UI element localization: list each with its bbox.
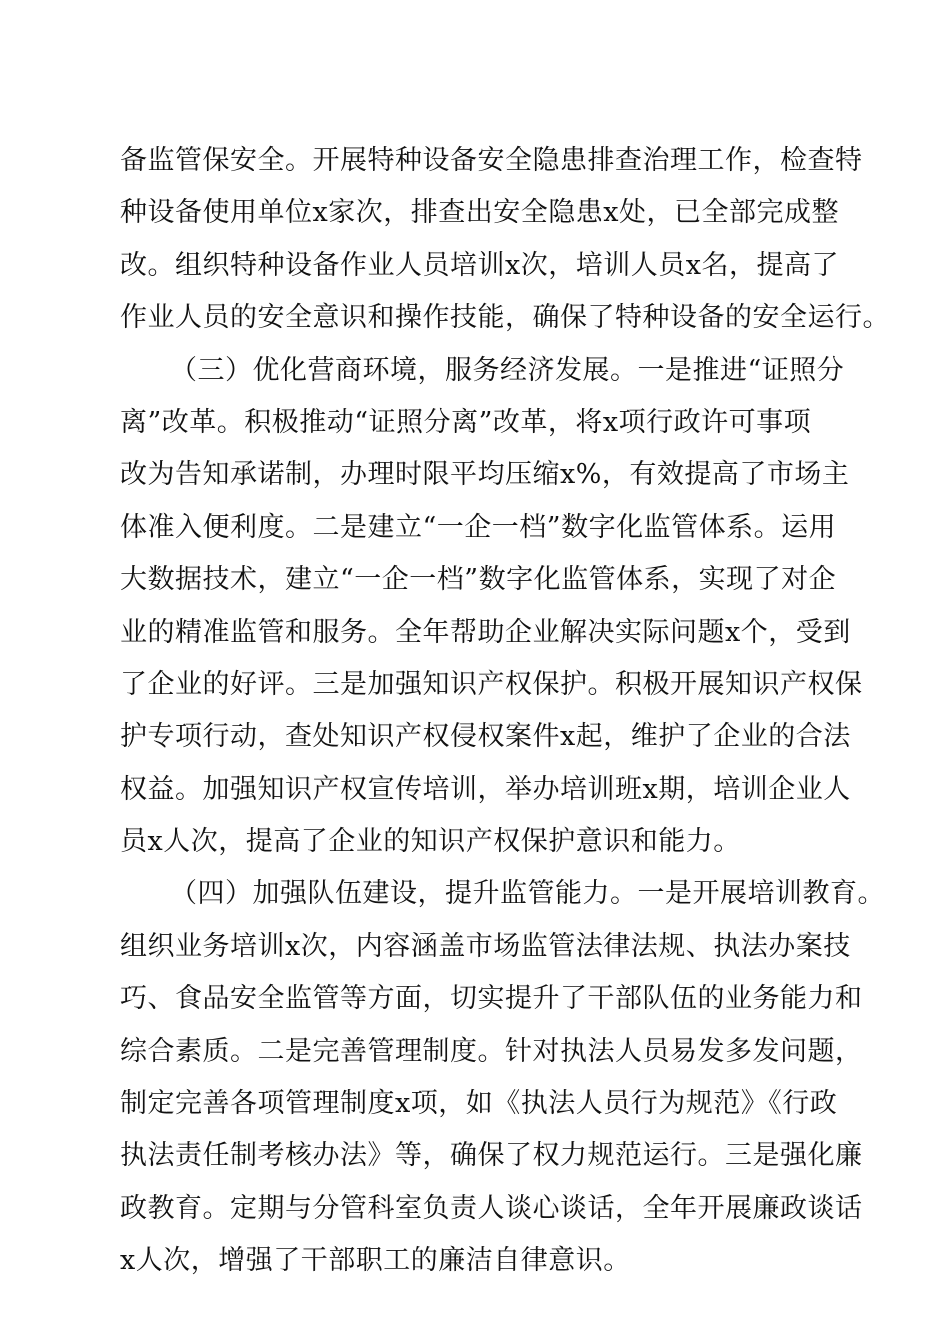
document-body	[120, 135, 890, 1288]
text-line: 制定完善各项管理制度x项，如《执法人员行为规范》《行政	[120, 1088, 838, 1120]
text-line: 改。组织特种设备作业人员培训x次，培训人员x名，提高了	[120, 249, 839, 281]
text-line: 执法责任制考核办法》等，确保了权力规范运行。三是强化廉	[120, 1140, 863, 1172]
section-heading-line: （四）加强队伍建设，提升监管能力。一是开展培训教育。	[170, 878, 885, 910]
text-line: 员x人次，提高了企业的知识产权保护意识和能力。	[120, 826, 741, 858]
text-line: 巧、食品安全监管等方面，切实提升了干部队伍的业务能力和	[120, 983, 863, 1015]
text-line: x人次，增强了干部职工的廉洁自律意识。	[120, 1245, 631, 1277]
text-line: 备监管保安全。开展特种设备安全隐患排查治理工作，检查特	[120, 145, 863, 176]
text-line: 种设备使用单位x家次，排查出安全隐患x处，已全部完成整	[120, 197, 839, 229]
text-line: 综合素质。二是完善管理制度。针对执法人员易发多发问题，	[120, 1035, 863, 1067]
text-line: 护专项行动，查处知识产权侵权案件x起，维护了企业的合法	[120, 721, 851, 753]
text-line: 权益。加强知识产权宣传培训，举办培训班x期，培训企业人	[120, 773, 851, 805]
text-line: 体准入便利度。二是建立“一企一档”数字化监管体系。运用	[120, 511, 837, 543]
text-line: 作业人员的安全意识和操作技能，确保了特种设备的安全运行。	[120, 302, 890, 334]
text-line: 业的精准监管和服务。全年帮助企业解决实际问题x个，受到	[120, 616, 851, 648]
text-line: 大数据技术，建立“一企一档”数字化监管体系，实现了对企	[120, 564, 837, 596]
text-line: 了企业的好评。三是加强知识产权保护。积极开展知识产权保	[120, 668, 863, 700]
text-line: 组织业务培训x次，内容涵盖市场监管法律法规、执法办案技	[120, 930, 851, 962]
text-line: 改为告知承诺制，办理时限平均压缩x%，有效提高了市场主	[120, 459, 850, 491]
section-heading-line: （三）优化营商环境，服务经济发展。一是推进“证照分	[170, 354, 845, 386]
text-line: 离”改革。积极推动“证照分离”改革，将x项行政许可事项	[120, 406, 812, 438]
text-line: 政教育。定期与分管科室负责人谈心谈话，全年开展廉政谈话	[120, 1192, 863, 1224]
